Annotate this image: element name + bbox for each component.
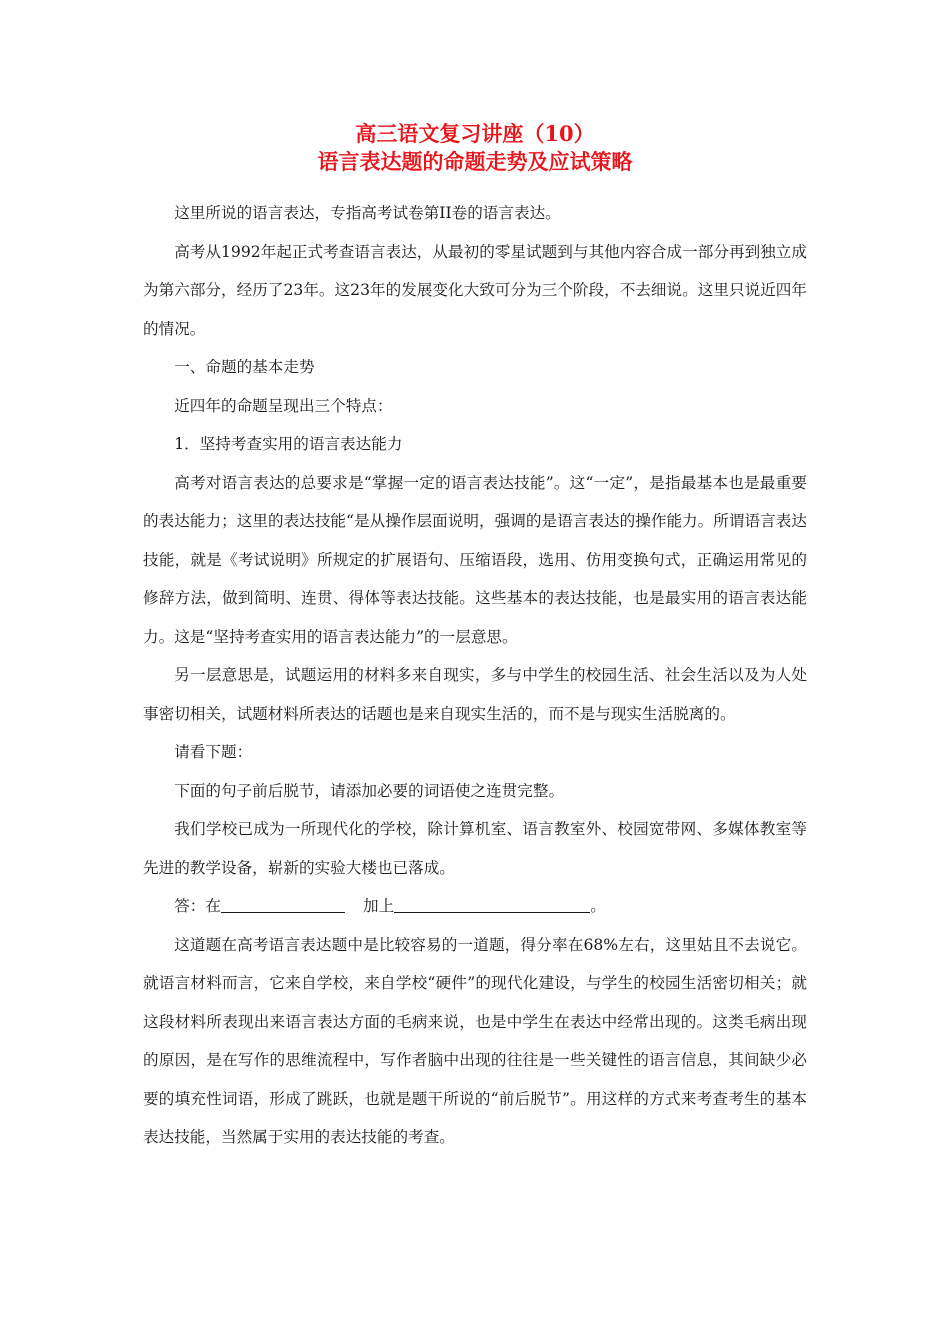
answer-line	[143, 887, 807, 926]
section-heading-trends: 一、命题的基本走势	[174, 358, 315, 376]
paragraph-requirement: 高考对语言表达的总要求是“掌握一定的语言表达技能”。这“一定”，是指最基本也是最重要的表达能力；这里的表达技能“是从操作层面说明，强调的是语言表达的操作能力。所谓语言表达技能，就是《考试说明》所规定的扩展语句、压缩语段，选用、仿用变换句式，正确运用常见的修辞方法，做到简明、连贯、得体等表达技能。这些基本的表达技能，也是最实用的语言表达能力。这是“坚持考查实用的语言表达能力”的一层意思。	[143, 473, 807, 646]
answer-middle: 加上	[362, 897, 395, 915]
paragraph-materials: 另一层意思是，试题运用的材料多来自现实，多与中学生的校园生活、社会生活以及为人处事密切相关，试题材料所表达的话题也是来自现实生活的，而不是与现实生活脱离的。	[143, 666, 807, 723]
document-title: 高三语文复习讲座（10）	[355, 121, 595, 146]
document-page	[143, 120, 807, 1157]
answer-suffix: 。	[590, 897, 606, 915]
paragraph-see-question: 请看下题：	[174, 743, 253, 761]
question-prompt: 下面的句子前后脱节，请添加必要的词语使之连贯完整。	[174, 781, 565, 800]
paragraph-features-intro: 近四年的命题呈现出三个特点：	[174, 396, 393, 415]
question-sentence: 我们学校已成为一所现代化的学校，除计算机室、语言教室外、校园宽带网、多媒体教室等先进的教学设备，崭新的实验大楼也已落成。	[143, 820, 807, 877]
paragraph-intro: 这里所说的语言表达，专指高考试卷第II卷的语言表达。	[174, 204, 561, 222]
subheading-practical-ability: 1．坚持考查实用的语言表达能力	[174, 435, 403, 453]
answer-blank-2	[394, 896, 590, 913]
paragraph-history: 高考从1992年起正式考查语言表达，从最初的零星试题到与其他内容合成一部分再到独立成为第六部分，经历了23年。这23年的发展变化大致可分为三个阶段，不去细说。这里只说近四年的情况。	[143, 242, 807, 338]
answer-blank-1	[221, 896, 345, 913]
paragraph-analysis: 这道题在高考语言表达题中是比较容易的一道题，得分率在68%左右，这里姑且不去说它。就语言材料而言，它来自学校，来自学校“硬件”的现代化建设，与学生的校园生活密切相关；就这段材料所表现出来语言表达方面的毛病来说，也是中学生在表达中经常出现的。这类毛病出现的原因，是在写作的思维流程中，写作者脑中出现的往往是一些关键性的语言信息，其间缺少必要的填充性词语，形成了跳跃，也就是题干所说的“前后脱节”。用这样的方式来考查考生的基本表达技能，当然属于实用的表达技能的考查。	[143, 935, 807, 1146]
answer-prefix: 答：在	[174, 897, 221, 915]
document-subtitle: 语言表达题的命题走势及应试策略	[317, 149, 633, 174]
